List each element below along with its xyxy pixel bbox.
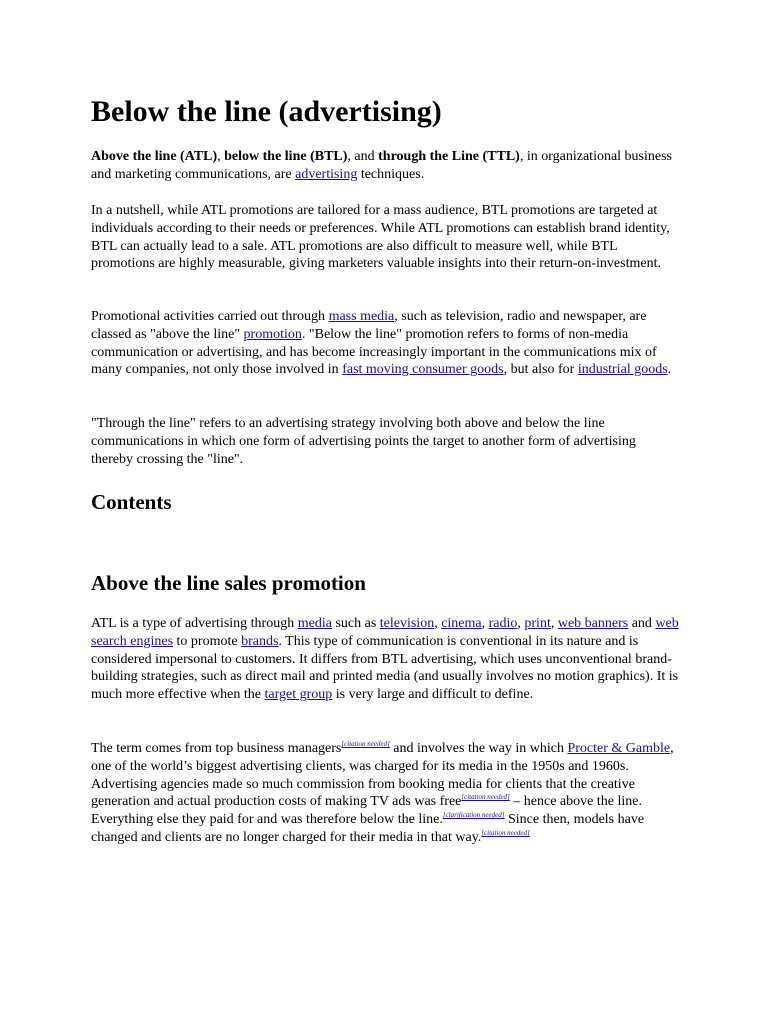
link-industrial-goods[interactable]: industrial goods (577, 362, 668, 378)
section-heading-atl: Above the line sales promotion (91, 571, 366, 595)
link-mass-media[interactable]: mass media (328, 309, 395, 324)
paragraph-term-origin: The term comes from top business managers[citation needed] and involves the way in which Procter & Gamble, one of the world’s biggest advertising clients, was charged for its media in the 1950s and 1960s. Advertising agencies made so much commission from booking media for clients that the creative generation and actual production costs of making TV ads was free[citation needed] – hence above the line. Everything else they paid for and was therefore below the line.[clarification needed] Since then, models have changed and clients are no longer charged for their media in that way.[citation needed] (91, 740, 674, 845)
link-television[interactable]: television (379, 616, 435, 631)
intro-paragraph: Above the line (ATL), below the line (BTL), and through the Line (TTL), in organizational business and marketing communications, are advertising techniques. (91, 149, 673, 182)
link-web-search-engines[interactable]: web search engines (91, 616, 679, 649)
paragraph-nutshell: In a nutshell, while ATL promotions are tailored for a mass audience, BTL promotions are targeted at individuals according to their needs or preferences. While ATL promotions can establish brand identity, BTL can actually lead to a sale. ATL promotions are also difficult to measure well, while BTL promotions are highly measurable, giving marketers valuable insights into their return-on-investment. (91, 203, 670, 272)
page-title: Below the line (advertising) (91, 95, 442, 128)
term-atl: Above the line (ATL) (91, 149, 218, 164)
citation-needed-link[interactable]: [citation needed] (481, 828, 530, 837)
link-fmcg[interactable]: fast moving consumer goods (342, 362, 504, 378)
link-print[interactable]: print (524, 616, 551, 631)
link-radio[interactable]: radio (488, 616, 518, 631)
link-promotion[interactable]: promotion (243, 326, 302, 342)
link-cinema[interactable]: cinema (441, 616, 482, 631)
term-btl: below the line (BTL) (224, 149, 348, 164)
link-brands[interactable]: brands (241, 633, 279, 649)
link-procter-gamble[interactable]: Procter & Gamble (567, 741, 671, 756)
citation-needed-link[interactable]: [citation needed] (461, 793, 510, 802)
clarification-needed-link[interactable]: [clarification needed] (442, 811, 505, 820)
link-target-group[interactable]: target group (264, 687, 333, 703)
term-ttl: through the Line (TTL) (378, 149, 520, 164)
paragraph-promotional: Promotional activities carried out through mass media, such as television, radio and newspaper, are classed as "above the line" promotion. "Below the line" promotion refers to forms of non-media communication or advertising, and has become increasingly important in the communications mix of many companies, not only those involved in fast moving consumer goods, but also for industrial goods. (91, 309, 672, 378)
link-web-banners[interactable]: web banners (557, 616, 629, 631)
paragraph-atl-type: ATL is a type of advertising through media such as television, cinema, radio, print, web banners and web search engines to promote brands. This type of communication is conventional in its nature and is considered impersonal to customers. It differs from BTL advertising, which uses unconventional brand-building strategies, such as direct mail and printed media (and usually involves no motion graphics). It is much more effective when the target group is very large and difficult to define. (91, 616, 679, 703)
citation-needed-link[interactable]: [citation needed] (341, 740, 390, 748)
contents-heading: Contents (91, 490, 172, 514)
link-media[interactable]: media (297, 616, 332, 631)
paragraph-through-the-line: "Through the line" refers to an advertising strategy involving both above and below the line communications in which one form of advertising points the target to another form of advertising thereby crossing the "line". (91, 416, 636, 467)
link-advertising[interactable]: advertising (295, 166, 358, 182)
